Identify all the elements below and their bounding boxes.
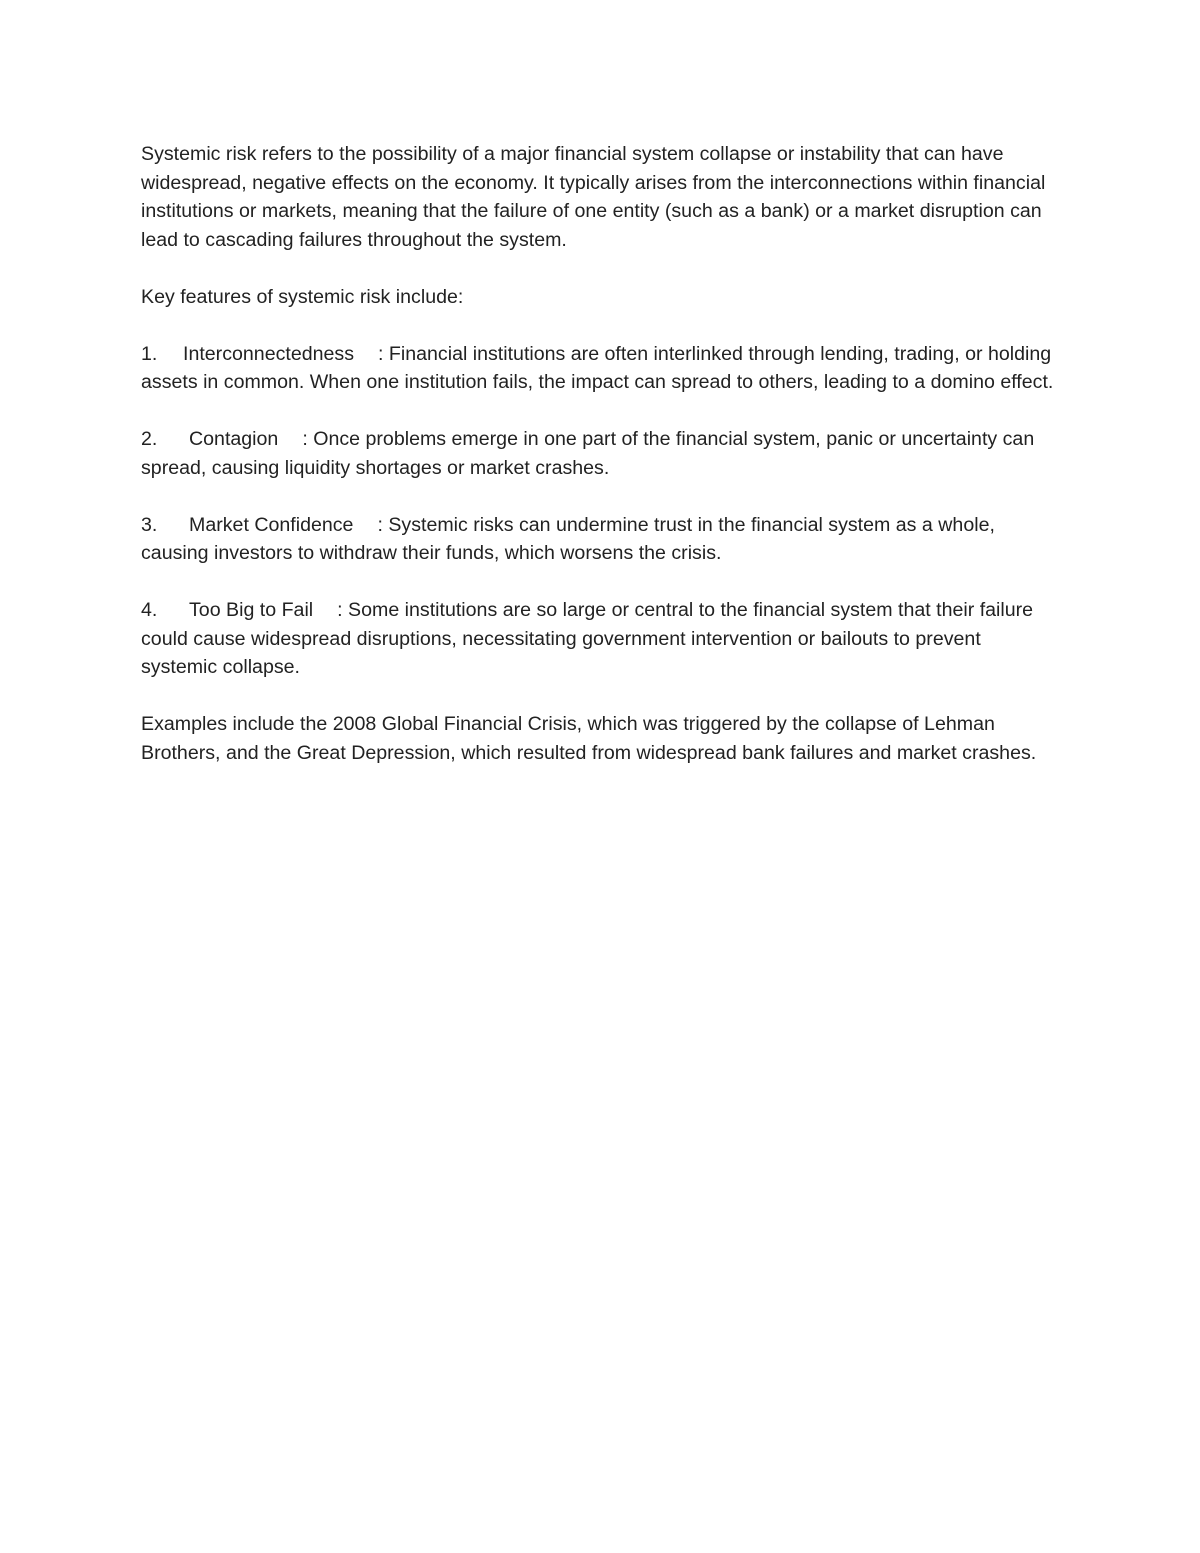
examples-paragraph: Examples include the 2008 Global Financial Crisis, which was triggered by the collapse of Lehman Brothers, and the Great Depression, which resulted from widespread bank failures and market crashes.	[141, 713, 1037, 764]
intro-paragraph: Systemic risk refers to the possibility of a major financial system collapse or instability that can have widespread, negative effects on the economy. It typically arises from the interconnections within financial institutions or markets, meaning that the failure of one entity (such as a bank) or a market disruption can lead to cascading failures throughout the system.	[141, 143, 1046, 251]
feature-item-too-big-to-fail	[141, 596, 1061, 682]
feature-item-interconnectedness	[141, 340, 1061, 397]
feature-description: : Financial institutions are often interlinked through lending, trading, or holding assets in common. When one institution fails, the impact can spread to others, leading to a domino effect.	[141, 342, 1054, 393]
feature-term: Interconnectedness	[183, 342, 355, 365]
feature-term: Market Confidence	[189, 513, 354, 536]
feature-description: : Systemic risks can undermine trust in the financial system as a whole, causing investors to withdraw their funds, which worsens the crisis.	[141, 513, 995, 564]
feature-number: 1.	[141, 342, 158, 365]
feature-number: 2.	[141, 428, 158, 450]
feature-number: 4.	[141, 599, 158, 621]
document-body	[141, 140, 1061, 796]
feature-description: : Some institutions are so large or central to the financial system that their failure could cause widespread disruptions, necessitating government intervention or bailouts to prevent systemic collapse.	[141, 599, 1034, 678]
feature-number: 3.	[141, 513, 158, 536]
features-heading: Key features of systemic risk include:	[141, 285, 464, 308]
feature-term: Contagion	[189, 428, 279, 450]
feature-item-contagion	[141, 425, 1061, 482]
feature-term: Too Big to Fail	[189, 599, 314, 621]
feature-item-market-confidence	[141, 511, 1061, 568]
feature-description: : Once problems emerge in one part of the financial system, panic or uncertainty can spread, causing liquidity shortages or market crashes.	[141, 428, 1035, 479]
